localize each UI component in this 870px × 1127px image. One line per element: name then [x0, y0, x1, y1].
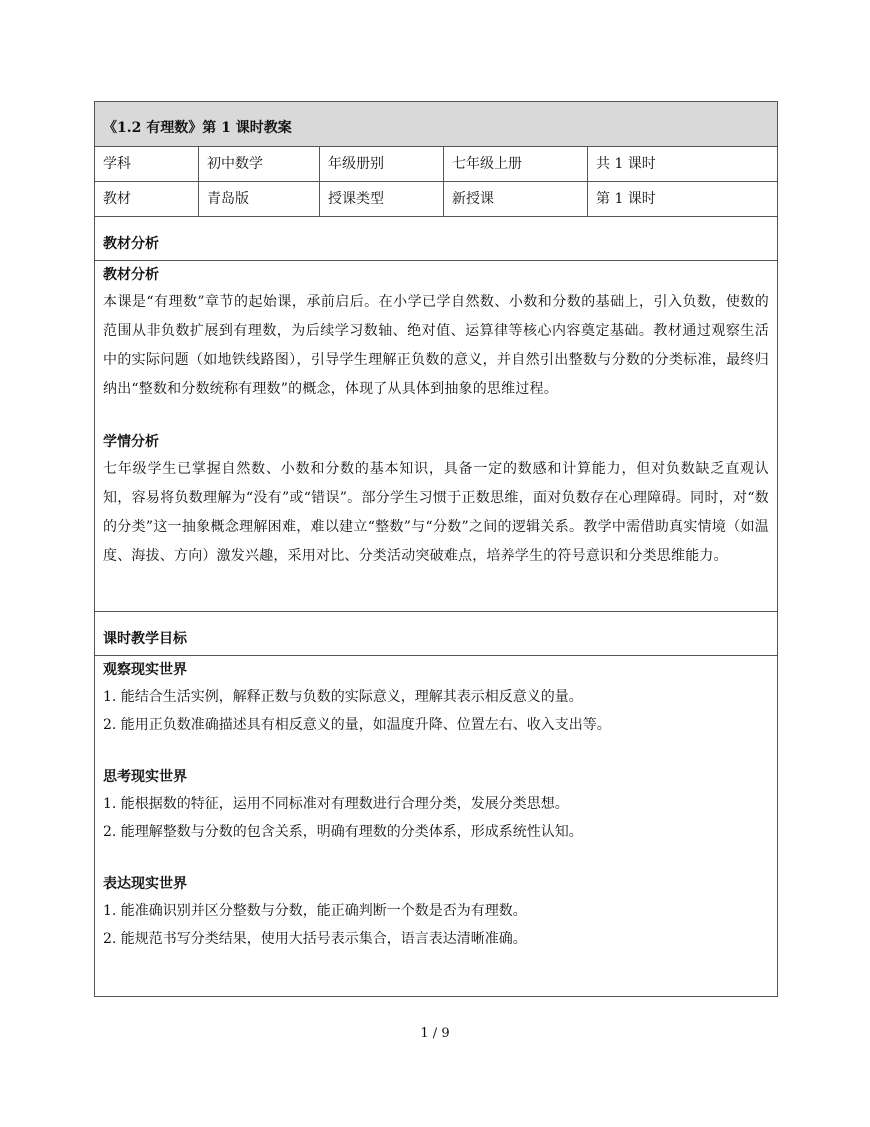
info-cell — [588, 147, 777, 181]
info-row-1 — [95, 147, 777, 182]
objective-item: 1. 能准确识别并区分整数与分数，能正确判断一个数是否为有理数。 — [103, 903, 527, 919]
section-body-objectives — [95, 656, 777, 996]
info-cell — [95, 182, 199, 216]
info-label-grade: 年级册别 — [328, 156, 384, 172]
info-value-total-periods: 共 1 课时 — [596, 156, 656, 172]
info-cell — [444, 182, 588, 216]
info-label-lesson-type: 授课类型 — [328, 191, 384, 207]
objective-item: 2. 能理解整数与分数的包含关系，明确有理数的分类体系，形成系统性认知。 — [103, 824, 583, 840]
info-label-textbook: 教材 — [103, 191, 131, 207]
page-number: 1 / 9 — [420, 1026, 450, 1041]
objective-group-title: 表达现实世界 — [103, 876, 187, 892]
info-cell — [444, 147, 588, 181]
paragraph-textbook-analysis: 本课是“有理数”章节的起始课，承前启后。在小学已学自然数、小数和分数的基础上，引入负数，使数的范围从非负数扩展到有理数，为后续学习数轴、绝对值、运算律等核心内容奠定基础。教材通过观察生活中的实际问题（如地铁线路图），引导学生理解正负数的意义，并自然引出整数与分数的分类标准，最终归纳出“整数和分数统称有理数”的概念，体现了从具体到抽象的思维过程。 — [103, 294, 769, 397]
lesson-plan-table — [94, 101, 778, 997]
objective-group-title: 观察现实世界 — [103, 662, 187, 678]
objective-group-title: 思考现实世界 — [103, 769, 187, 785]
info-cell — [199, 182, 320, 216]
section-heading-text: 课时教学目标 — [103, 631, 187, 647]
info-cell — [588, 182, 777, 216]
info-value-textbook: 青岛版 — [207, 191, 249, 207]
subheading-textbook-analysis: 教材分析 — [103, 267, 159, 283]
objective-item: 1. 能根据数的特征，运用不同标准对有理数进行合理分类，发展分类思想。 — [103, 796, 569, 812]
info-label-subject: 学科 — [103, 156, 131, 172]
info-value-lesson-type: 新授课 — [452, 191, 494, 207]
info-value-grade: 七年级上册 — [452, 156, 522, 172]
info-cell — [320, 147, 444, 181]
info-value-period: 第 1 课时 — [596, 191, 656, 207]
section-heading-objectives — [95, 612, 777, 656]
objective-item: 1. 能结合生活实例，解释正数与负数的实际意义，理解其表示相反意义的量。 — [103, 689, 583, 705]
info-value-subject: 初中数学 — [207, 156, 263, 172]
section-body-analysis — [95, 261, 777, 612]
section-heading-text: 教材分析 — [103, 236, 159, 252]
objective-item: 2. 能用正负数准确描述具有相反意义的量，如温度升降、位置左右、收入支出等。 — [103, 717, 611, 733]
info-cell — [95, 147, 199, 181]
info-row-2 — [95, 182, 777, 217]
paragraph-student-analysis: 七年级学生已掌握自然数、小数和分数的基本知识，具备一定的数感和计算能力，但对负数缺乏直观认知，容易将负数理解为“没有”或“错误”。部分学生习惯于正数思维，面对负数存在心理障碍。同时，对“数的分类”这一抽象概念理解困难，难以建立“整数”与“分数”之间的逻辑关系。教学中需借助真实情境（如温度、海拔、方向）激发兴趣，采用对比、分类活动突破难点，培养学生的符号意识和分类思维能力。 — [103, 461, 769, 564]
document-title: 《1.2 有理数》第 1 课时教案 — [103, 120, 292, 136]
info-cell — [320, 182, 444, 216]
subheading-student-analysis: 学情分析 — [103, 434, 159, 450]
title-row — [95, 102, 777, 147]
objective-item: 2. 能规范书写分类结果，使用大括号表示集合，语言表达清晰准确。 — [103, 931, 527, 947]
section-heading-textbook-analysis — [95, 217, 777, 261]
info-cell — [199, 147, 320, 181]
